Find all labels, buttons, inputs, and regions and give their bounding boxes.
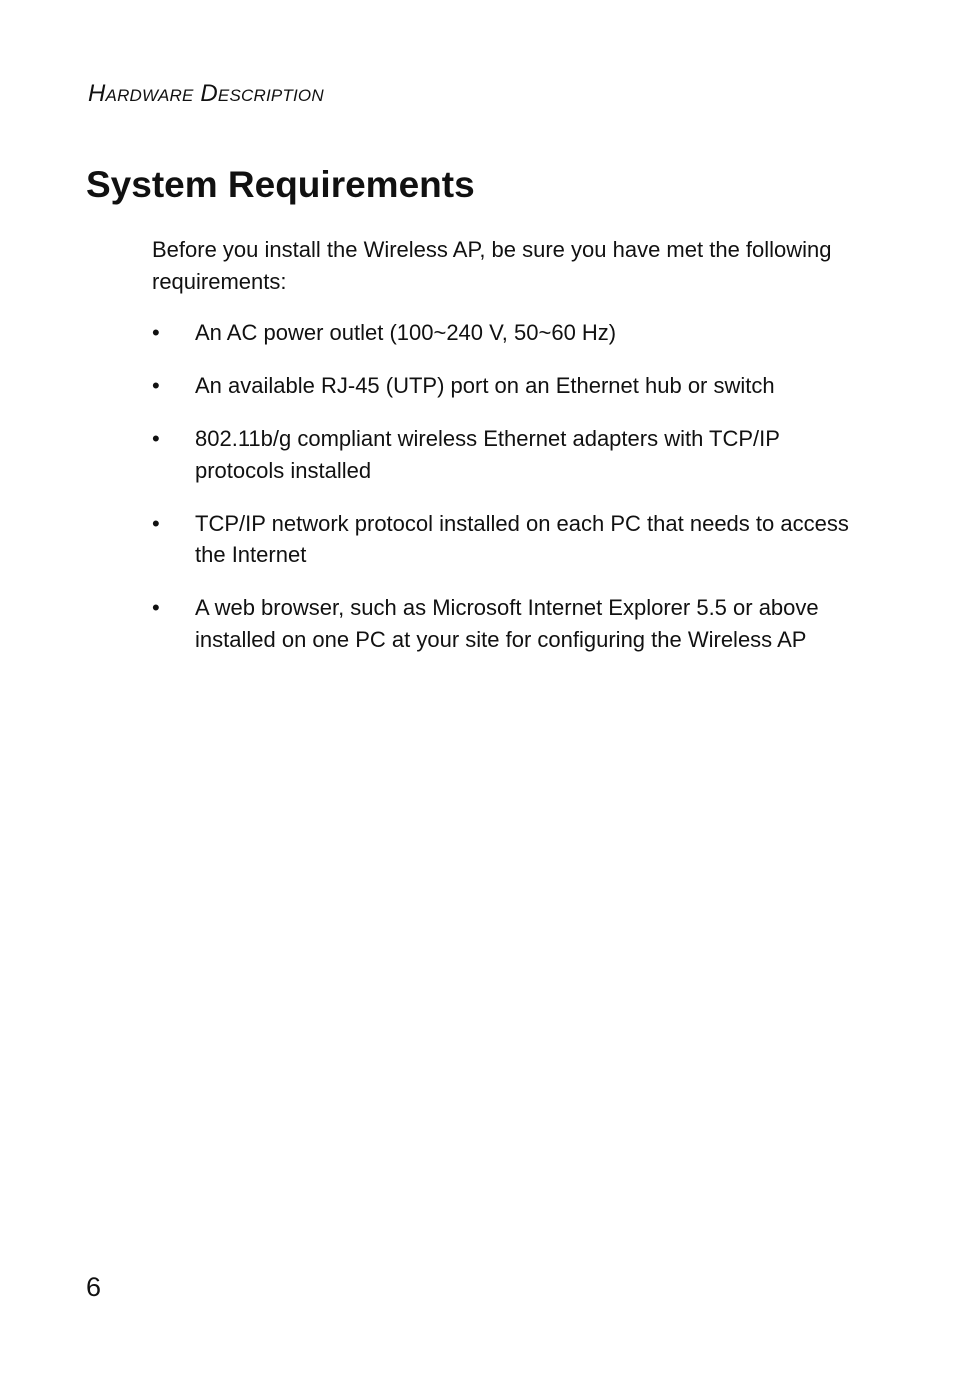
section-title: System Requirements xyxy=(86,164,475,205)
requirement-text: An AC power outlet (100~240 V, 50~60 Hz) xyxy=(195,320,617,345)
requirement-text: An available RJ-45 (UTP) port on an Ethernet hub or switch xyxy=(195,373,775,398)
requirement-item xyxy=(152,317,852,349)
intro-paragraph: Before you install the Wireless AP, be sure you have met the following requirements: xyxy=(152,237,832,294)
bullet-icon: • xyxy=(152,595,160,620)
requirement-text: 802.11b/g compliant wireless Ethernet adapters with TCP/IP protocols installed xyxy=(195,426,780,483)
requirements-list xyxy=(152,317,852,677)
requirement-item xyxy=(152,370,852,402)
requirement-text: A web browser, such as Microsoft Internet Explorer 5.5 or above installed on one PC at your site for configuring the Wireless AP xyxy=(195,595,819,652)
requirement-text: TCP/IP network protocol installed on each PC that needs to access the Internet xyxy=(195,510,849,567)
bullet-icon: • xyxy=(152,510,160,536)
bullet-icon: • xyxy=(152,320,160,345)
requirement-item xyxy=(152,423,852,486)
bullet-icon: • xyxy=(152,373,160,398)
running-header: Hardware Description xyxy=(88,80,324,107)
page-number: 6 xyxy=(86,1272,102,1302)
requirement-item xyxy=(152,508,852,571)
bullet-icon: • xyxy=(152,426,160,451)
requirement-item xyxy=(152,592,852,655)
